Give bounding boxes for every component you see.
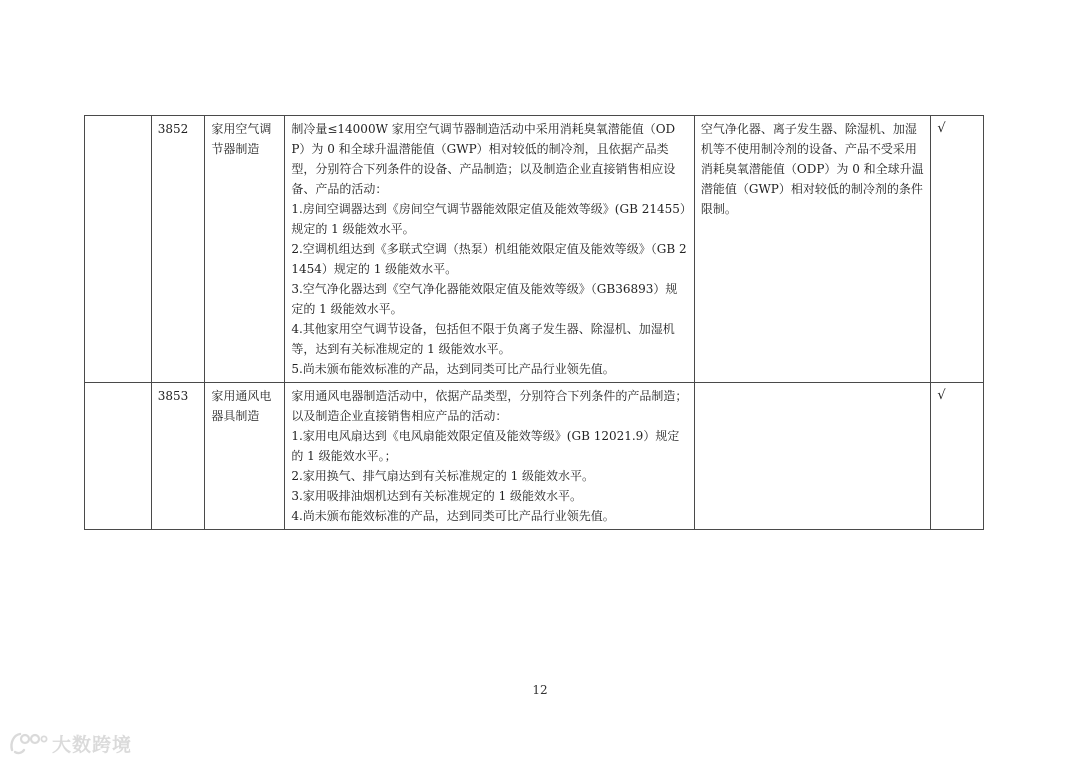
industry-name: 家用空气调节器制造 [205,116,285,383]
checkmark: √ [931,116,984,383]
requirement-item: 制冷量≤14000W 家用空气调节器制造活动中采用消耗臭氧潜能值（ODP）为 0 和全球升温潜能值（GWP）相对较低的制冷剂，且依据产品类型，分别符合下列条件的设备、产品制造；以及制造企业直接销售相应设备、产品的活动： [291,122,676,196]
industry-name: 家用通风电器具制造 [205,383,285,530]
category-cell [85,383,152,530]
requirement-item: 家用通风电器制造活动中，依据产品类型，分别符合下列条件的产品制造；以及制造企业直接销售相应产品的活动： [291,389,688,423]
industry-code: 3852 [151,116,205,383]
industry-criteria-table [84,115,984,530]
requirement-item: 1.房间空调器达到《房间空气调节器能效限定值及能效等级》(GB 21455）规定的 1 级能效水平。 [291,202,686,236]
requirements-cell [285,116,695,383]
requirement-item: 1.家用电风扇达到《电风扇能效限定值及能效等级》(GB 12021.9）规定的 1 级能效水平。； [291,429,680,463]
requirement-item: 2.空调机组达到《多联式空调（热泵）机组能效限定值及能效等级》（GB 21454）规定的 1 级能效水平。 [291,242,687,276]
exclusion-cell [694,383,931,530]
brand-logo-icon [8,730,48,756]
requirement-item: 3.家用吸排油烟机达到有关标准规定的 1 级能效水平。 [291,489,583,503]
watermark-text: 大数跨境 [52,733,133,756]
requirement-item: 3.空气净化器达到《空气净化器能效限定值及能效等级》（GB36893）规定的 1 级能效水平。 [291,282,678,316]
requirements-cell [285,383,695,530]
table-row [85,116,984,383]
requirement-item: 4.尚未颁布能效标准的产品，达到同类可比产品行业领先值。 [291,509,615,523]
industry-code: 3853 [151,383,205,530]
category-cell [85,116,152,383]
requirement-item: 2.家用换气、排气扇达到有关标准规定的 1 级能效水平。 [291,469,595,483]
page-number: 12 [532,683,548,697]
requirement-item: 5.尚未颁布能效标准的产品，达到同类可比产品行业领先值。 [291,362,615,376]
exclusion-cell: 空气净化器、离子发生器、除湿机、加湿机等不使用制冷剂的设备、产品不受采用消耗臭氧潜能值（ODP）为 0 和全球升温潜能值（GWP）相对较低的制冷剂的条件限制。 [694,116,931,383]
watermark [8,728,132,758]
checkmark: √ [931,383,984,530]
table-row [85,383,984,530]
requirement-item: 4.其他家用空气调节设备，包括但不限于负离子发生器、除湿机、加湿机等，达到有关标准规定的 1 级能效水平。 [291,322,675,356]
